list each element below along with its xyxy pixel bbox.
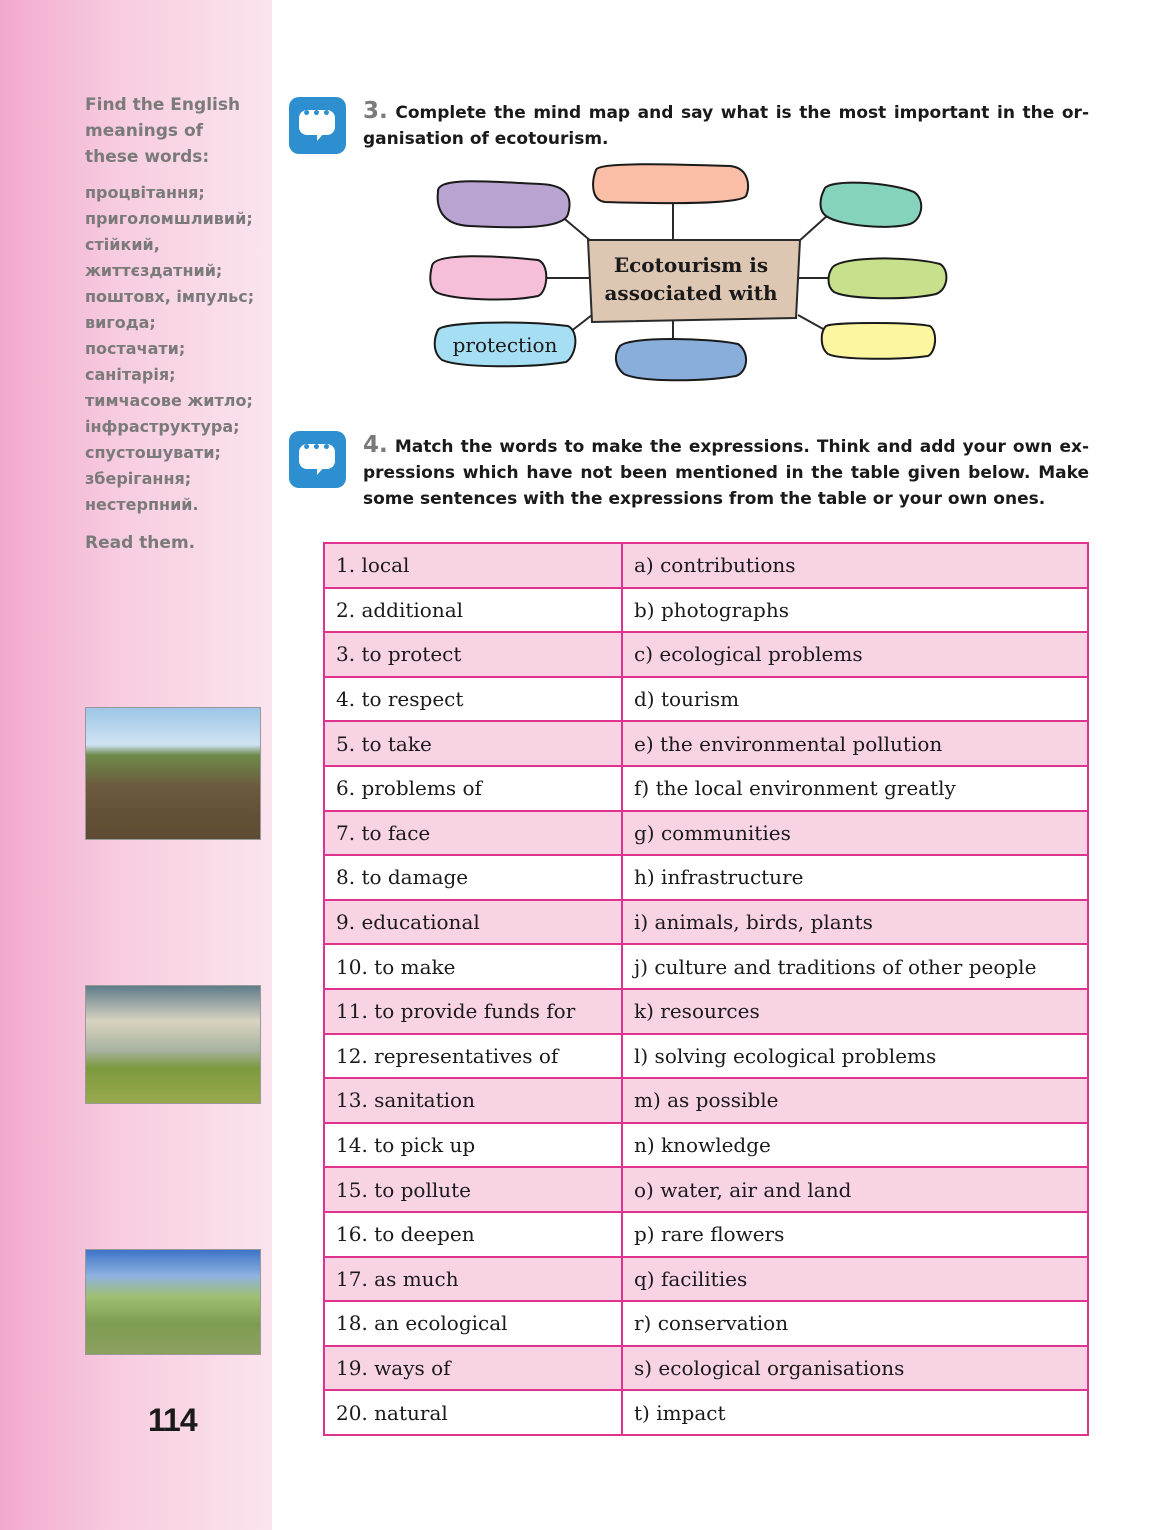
table-row (324, 1123, 1088, 1168)
table-cell-left: 13. sanitation (324, 1078, 622, 1123)
mind-map-bubble-orange (593, 164, 748, 203)
matching-table (323, 542, 1089, 1436)
table-cell-left: 15. to pollute (324, 1167, 622, 1212)
vocabulary-word: санітарія; (85, 365, 176, 384)
table-row (324, 721, 1088, 766)
task-4-instruction (363, 432, 1089, 512)
table-cell-right: l) solving ecological problems (622, 1034, 1088, 1079)
table-cell-right: c) ecological problems (622, 632, 1088, 677)
table-cell-right: s) ecological organisations (622, 1346, 1088, 1391)
task-number: 3. (363, 98, 388, 124)
table-cell-right: t) impact (622, 1390, 1088, 1435)
vocabulary-word: процвітання; (85, 183, 205, 202)
vocabulary-word: вигода; (85, 313, 156, 332)
table-cell-right: i) animals, birds, plants (622, 900, 1088, 945)
table-row (324, 677, 1088, 722)
task-text: Complete the mind map and say what is the most important in the or-ganisation of ecotourism. (363, 103, 1089, 149)
table-row (324, 1346, 1088, 1391)
table-row (324, 855, 1088, 900)
table-cell-left: 19. ways of (324, 1346, 622, 1391)
table-row (324, 1034, 1088, 1079)
table-cell-left: 9. educational (324, 900, 622, 945)
vocabulary-word: поштовх, імпульс; (85, 287, 255, 306)
table-row (324, 588, 1088, 633)
village-landscape-photo (85, 1249, 261, 1355)
table-cell-right: p) rare flowers (622, 1212, 1088, 1257)
farm-cows-photo (85, 985, 261, 1104)
vocabulary-word: постачати; (85, 339, 186, 358)
table-row (324, 1078, 1088, 1123)
mind-map-center-line-2: associated with (604, 281, 778, 305)
vocabulary-word: інфраструктура; (85, 417, 240, 436)
mind-map-bubble-teal (821, 183, 922, 227)
mind-map-bubble-pink (430, 256, 546, 299)
vocabulary-word: життєздатний; (85, 261, 223, 280)
table-cell-right: o) water, air and land (622, 1167, 1088, 1212)
table-cell-left: 1. local (324, 543, 622, 588)
speech-bubble-icon: ••• (289, 431, 346, 488)
vocabulary-word: спустошувати; (85, 443, 221, 462)
table-cell-right: a) contributions (622, 543, 1088, 588)
table-row (324, 944, 1088, 989)
table-cell-right: m) as possible (622, 1078, 1088, 1123)
table-cell-left: 18. an ecological (324, 1301, 622, 1346)
vocabulary-word: стійкий, (85, 235, 160, 254)
table-cell-right: h) infrastructure (622, 855, 1088, 900)
table-cell-right: n) knowledge (622, 1123, 1088, 1168)
table-cell-right: j) culture and traditions of other people (622, 944, 1088, 989)
table-row (324, 1212, 1088, 1257)
table-row (324, 766, 1088, 811)
vocabulary-word: нестерпний. (85, 495, 199, 514)
table-row (324, 1390, 1088, 1435)
table-row (324, 1167, 1088, 1212)
mind-map-bubble-green (829, 258, 947, 298)
mind-map-bubble-yellow (822, 323, 935, 359)
page-number: 114 (148, 1402, 197, 1438)
vocabulary-word: зберігання; (85, 469, 192, 488)
table-cell-left: 17. as much (324, 1257, 622, 1302)
table-cell-left: 8. to damage (324, 855, 622, 900)
table-cell-right: d) tourism (622, 677, 1088, 722)
table-row (324, 811, 1088, 856)
table-cell-left: 5. to take (324, 721, 622, 766)
vocabulary-word: приголомшливий; (85, 209, 253, 228)
table-cell-right: q) facilities (622, 1257, 1088, 1302)
table-row (324, 1257, 1088, 1302)
speech-bubble-icon: ••• (289, 97, 346, 154)
table-cell-left: 20. natural (324, 1390, 622, 1435)
table-cell-left: 7. to face (324, 811, 622, 856)
table-row (324, 632, 1088, 677)
table-cell-left: 10. to make (324, 944, 622, 989)
table-cell-left: 3. to protect (324, 632, 622, 677)
task-3-instruction (363, 98, 1089, 152)
table-cell-left: 4. to respect (324, 677, 622, 722)
vocabulary-list (85, 180, 260, 518)
task-number: 4. (363, 432, 388, 458)
mind-map-bubble-blue (616, 339, 746, 380)
mind-map-filled-label: protection (452, 333, 558, 357)
table-cell-right: f) the local environment greatly (622, 766, 1088, 811)
table-row (324, 543, 1088, 588)
table-cell-right: e) the environmental pollution (622, 721, 1088, 766)
table-cell-right: r) conservation (622, 1301, 1088, 1346)
task-text: Match the words to make the expressions. Think and add your own ex-pressions which have not been mentioned in the table given below. Make some sentences with the expressions from the table or your own ones. (363, 437, 1090, 509)
table-cell-left: 16. to deepen (324, 1212, 622, 1257)
vocabulary-title: Find the English meanings of these words: (85, 95, 241, 167)
table-cell-right: g) communities (622, 811, 1088, 856)
table-cell-left: 14. to pick up (324, 1123, 622, 1168)
table-cell-right: b) photographs (622, 588, 1088, 633)
table-cell-left: 12. representatives of (324, 1034, 622, 1079)
mind-map (420, 160, 960, 390)
deforested-land-photo (85, 707, 261, 840)
mind-map-center-line-1: Ecotourism is (613, 253, 769, 277)
table-cell-left: 6. problems of (324, 766, 622, 811)
table-row (324, 900, 1088, 945)
table-cell-right: k) resources (622, 989, 1088, 1034)
vocabulary-panel (85, 92, 260, 556)
table-row (324, 989, 1088, 1034)
sidebar (0, 0, 272, 1530)
read-instruction: Read them. (85, 533, 196, 553)
vocabulary-word: тимчасове житло; (85, 391, 253, 410)
mind-map-bubble-purple (438, 181, 570, 227)
table-row (324, 1301, 1088, 1346)
table-cell-left: 2. additional (324, 588, 622, 633)
table-cell-left: 11. to provide funds for (324, 989, 622, 1034)
